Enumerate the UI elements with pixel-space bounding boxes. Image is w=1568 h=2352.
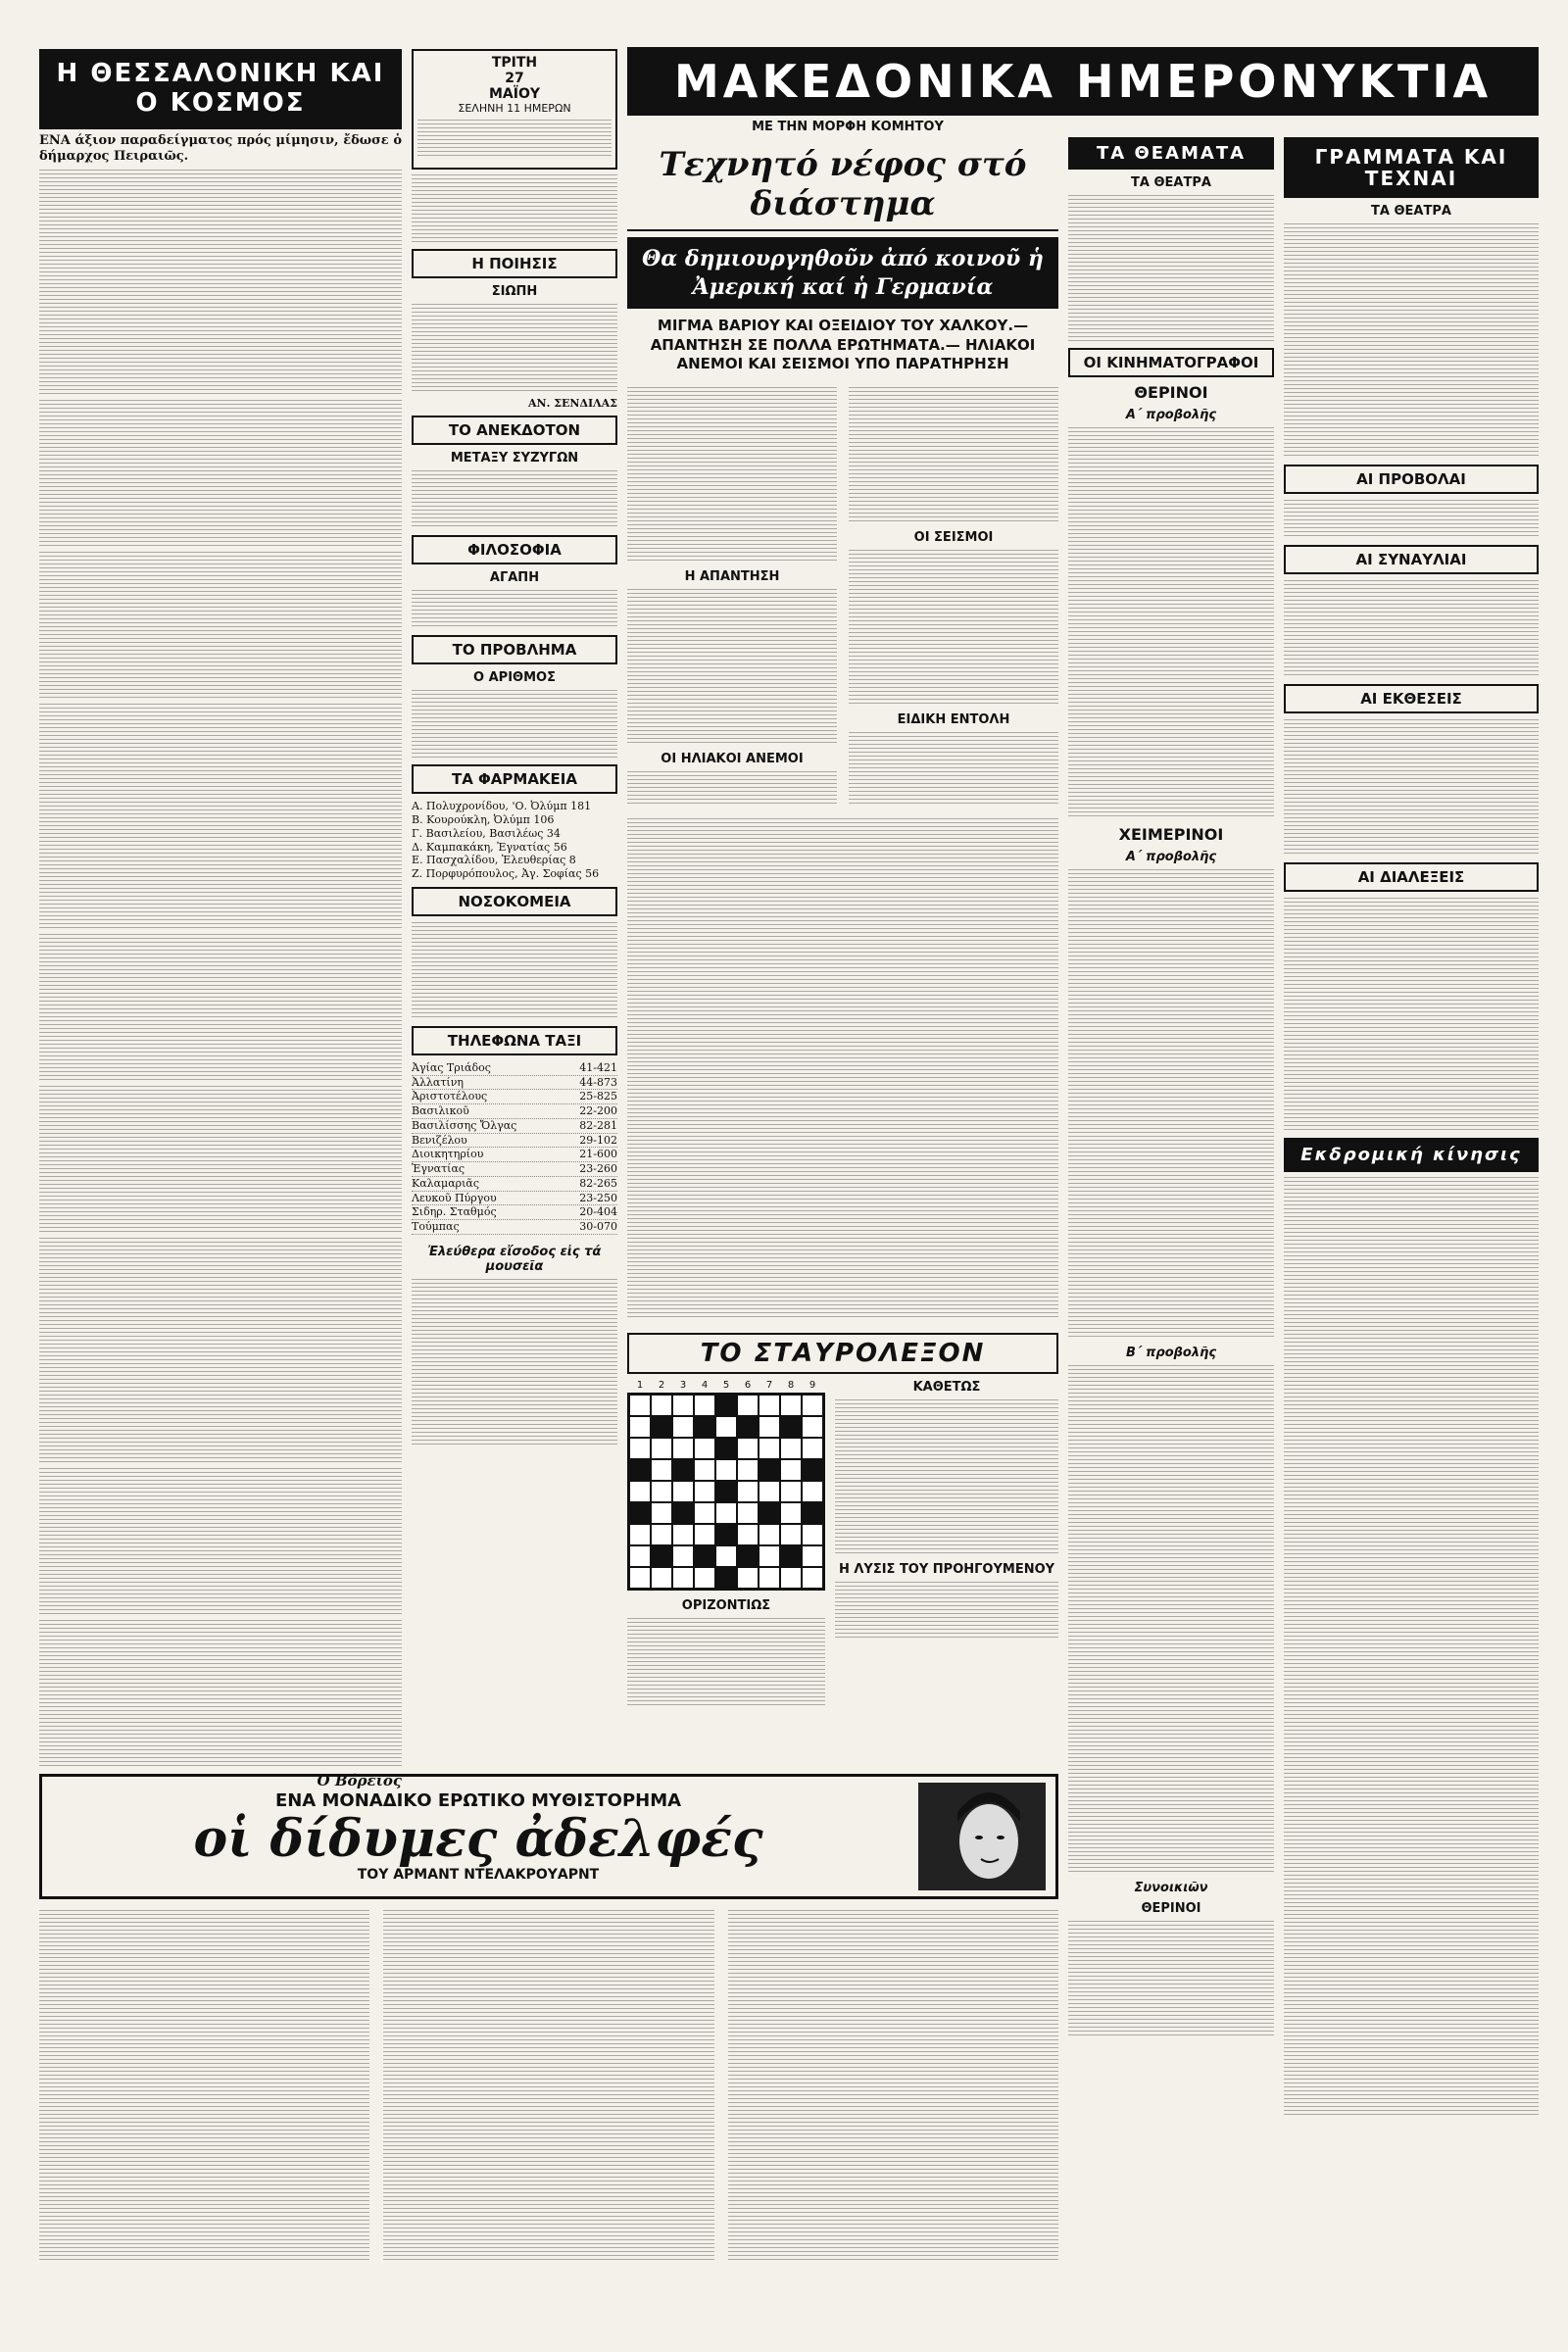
moon-phase: ΣΕΛΗΝΗ 11 ΗΜΕΡΩΝ — [458, 102, 571, 115]
crossword-cell[interactable] — [694, 1502, 715, 1524]
crossword-cell[interactable] — [780, 1459, 802, 1481]
crossword-column-number: 5 — [722, 1380, 730, 1391]
crossword-black-cell — [759, 1459, 780, 1481]
date-number: 27 — [505, 71, 524, 86]
serial-illustration — [918, 1783, 1046, 1890]
article-sub-winds: ΟΙ ΗΛΙΑΚΟΙ ΑΝΕΜΟΙ — [661, 751, 804, 766]
left-paragraph-block — [39, 1086, 402, 1233]
left-column — [39, 49, 402, 2009]
crossword-cell[interactable] — [759, 1524, 780, 1545]
article-subheadline: Θα δημιουργηθοῦν ἀπό κοινοῦ ἡ Ἀμερική καί ἡ Γερμανία — [627, 237, 1058, 309]
crossword-column-number: 8 — [787, 1380, 795, 1391]
crossword-black-cell — [780, 1545, 802, 1567]
phones-section-header: ΤΗΛΕΦΩΝΑ ΤΑΞΙ — [412, 1026, 617, 1055]
problem-section-header: ΤΟ ΠΡΟΒΛΗΜΑ — [412, 635, 617, 664]
crossword-cell[interactable] — [759, 1438, 780, 1459]
left-paragraph-block — [39, 934, 402, 1081]
taxi-phone-row — [412, 1148, 617, 1162]
cinemas-summer: ΘΕΡΙΝΟΙ — [1134, 383, 1208, 402]
crossword-cell[interactable] — [715, 1502, 737, 1524]
crossword-cell[interactable] — [737, 1438, 759, 1459]
crossword-cell[interactable] — [672, 1395, 694, 1416]
crossword-column-number: 2 — [658, 1380, 665, 1391]
taxi-stand-name: Ἀριστοτέλους — [412, 1090, 488, 1103]
taxi-phone-number: 23-250 — [579, 1191, 617, 1204]
taxi-phone-row — [412, 1119, 617, 1134]
masthead — [627, 47, 1539, 116]
crossword-cell[interactable] — [759, 1416, 780, 1438]
taxi-stand-name: Βενιζέλου — [412, 1133, 467, 1147]
article-text-b — [627, 589, 837, 746]
philosophy-section-header: ΦΙΛΟΣΟΦΙΑ — [412, 535, 617, 564]
serial-author: ΤΟΥ ΑΡΜΑΝΤ ΝΤΕΛΑΚΡΟΥΑΡΝΤ — [357, 1867, 600, 1884]
crossword-cell[interactable] — [694, 1567, 715, 1589]
crossword-cell[interactable] — [802, 1438, 823, 1459]
crossword-cell[interactable] — [802, 1481, 823, 1502]
crossword-black-cell — [780, 1416, 802, 1438]
taxi-phone-row — [412, 1205, 617, 1220]
right-column — [1284, 137, 1539, 2274]
phones-list — [412, 1061, 617, 1235]
crossword-cell[interactable] — [802, 1524, 823, 1545]
serial-banner-text — [52, 1790, 905, 1883]
crossword-cell[interactable] — [651, 1438, 672, 1459]
crossword-cell[interactable] — [737, 1395, 759, 1416]
article-text-d — [849, 387, 1058, 524]
cinemas-winter-filler — [1068, 869, 1274, 1340]
date-month: ΜΑΪΟΥ — [488, 86, 540, 102]
problem-filler — [412, 690, 617, 759]
cinemas-header: ΟΙ ΚΙΝΗΜΑΤΟΓΡΑΦΟΙ — [1068, 348, 1274, 377]
anecdote-filler — [412, 470, 617, 529]
lectures-header: ΑΙ ΔΙΑΛΕΞΕΙΣ — [1284, 862, 1539, 892]
taxi-phone-number: 29-102 — [579, 1133, 617, 1147]
crossword-column-number: 1 — [636, 1380, 644, 1391]
cinemas-premiere-b: Β΄ προβολῆς — [1125, 1346, 1217, 1360]
crossword-cell[interactable] — [759, 1395, 780, 1416]
crossword-cell[interactable] — [694, 1459, 715, 1481]
taxi-phone-row — [412, 1162, 617, 1177]
crossword-h-clues — [627, 1618, 825, 1706]
article-deck: ΜΙΓΜΑ ΒΑΡΙΟΥ ΚΑΙ ΟΞΕΙΔΙΟΥ ΤΟΥ ΧΑΛΚΟΥ.— ΑΠΑΝΤΗΣΗ ΣΕ ΠΟΛΛΑ ΕΡΩΤΗΜΑΤΑ.— ΗΛΙΑΚΟΙ ΑΝΕΜΟΙ ΚΑΙ ΣΕΙΣΜΟΙ ΥΠΟ ΠΑΡΑΤΗΡΗΣΗ — [650, 317, 1036, 373]
taxi-phone-number: 82-265 — [579, 1176, 617, 1190]
taxi-phone-number: 44-873 — [579, 1075, 617, 1089]
hospitals-filler — [412, 922, 617, 1020]
crossword-cell[interactable] — [629, 1545, 651, 1567]
philosophy-filler — [412, 590, 617, 629]
article-col-1 — [627, 382, 837, 804]
theatres-sub: ΤΑ ΘΕΑΤΡΑ — [1131, 175, 1211, 190]
theatres-column — [1068, 137, 1274, 2274]
taxi-phone-row — [412, 1192, 617, 1206]
crossword-black-cell — [737, 1545, 759, 1567]
crossword-cell[interactable] — [737, 1481, 759, 1502]
crossword-cell[interactable] — [629, 1395, 651, 1416]
crossword-cell[interactable] — [802, 1545, 823, 1567]
crossword-cell[interactable] — [672, 1481, 694, 1502]
article-text-f — [849, 732, 1058, 804]
crossword-cell[interactable] — [694, 1438, 715, 1459]
taxi-stand-name: Σιδηρ. Σταθμός — [412, 1205, 497, 1219]
meetings-header: ΑΙ ΣΥΝΑΥΛΙΑΙ — [1284, 545, 1539, 574]
crossword-cell[interactable] — [802, 1395, 823, 1416]
pharmacy-item: Α. Πολυχρονίδου, 'Ο. Ὀλύμπ 181 — [412, 800, 592, 813]
anecdote-subtitle: ΜΕΤΑΞΥ ΣΥΖΥΓΩΝ — [450, 451, 579, 466]
serial-col-2 — [383, 1910, 713, 2263]
free-museums-title: Ἐλεύθερα εἴσοδος εἰς τά μουσεῖα — [427, 1244, 602, 1274]
serial-banner: ΕΝΑ ΜΟΝΑΔΙΚΟ ΕΡΩΤΙΚΟ ΜΥΘΙΣΤΟΡΗΜΑ — [274, 1789, 682, 1811]
pharmacies-list — [412, 800, 617, 881]
crossword-cell[interactable] — [651, 1481, 672, 1502]
crossword-cell[interactable] — [780, 1481, 802, 1502]
crossword-black-cell — [694, 1416, 715, 1438]
theatres-header: ΤΑ ΘΕΑΜΑΤΑ — [1068, 137, 1274, 170]
meetings-filler — [1284, 580, 1539, 678]
masthead-subtitle: ΜΕ ΤΗΝ ΜΟΡΦΗ ΚΟΜΗΤΟΥ — [752, 120, 944, 134]
left-paragraph-block — [39, 552, 402, 699]
taxi-phone-number: 25-825 — [579, 1090, 617, 1103]
pharmacies-section-header: ΤΑ ΦΑΡΜΑΚΕΙΑ — [412, 764, 617, 794]
problem-subtitle: Ο ΑΡΙΘΜΟΣ — [473, 670, 556, 686]
crossword-cell[interactable] — [780, 1395, 802, 1416]
serial-text-columns — [39, 1905, 1058, 2268]
arts-theatres-sub: ΤΑ ΘΕΑΤΡΑ — [1371, 204, 1451, 219]
crossword-v-clues — [835, 1399, 1058, 1556]
taxi-phone-number: 21-600 — [579, 1148, 617, 1161]
crossword-cell[interactable] — [780, 1524, 802, 1545]
taxi-stand-name: Λευκοῦ Πύργου — [412, 1191, 497, 1204]
theatres-filler — [1068, 195, 1274, 342]
crossword-cell[interactable] — [651, 1459, 672, 1481]
crossword-cell[interactable] — [780, 1438, 802, 1459]
crossword-cell[interactable] — [759, 1567, 780, 1589]
taxi-stand-name: Διοικητηρίου — [412, 1148, 484, 1161]
headline-rule — [627, 229, 1058, 231]
crossword-black-cell — [694, 1545, 715, 1567]
crossword-cell[interactable] — [737, 1459, 759, 1481]
crossword-black-cell — [737, 1416, 759, 1438]
taxi-phone-number: 82-281 — [579, 1118, 617, 1132]
date-box-filler — [417, 120, 612, 159]
crossword-horizontal-label: ΟΡΙΖΟΝΤΙΩΣ — [681, 1598, 771, 1613]
crossword-section — [627, 1333, 1058, 1764]
pharmacy-item: Ζ. Πορφυρόπουλος, Ἀγ. Σοφίας 56 — [412, 867, 600, 881]
taxi-phone-number: 20-404 — [579, 1205, 617, 1219]
crossword-black-cell — [715, 1438, 737, 1459]
crossword-cell[interactable] — [780, 1567, 802, 1589]
taxi-phone-number: 22-200 — [579, 1104, 617, 1118]
left-author: Ο Βόρειος — [317, 1772, 402, 1790]
crossword-cell[interactable] — [672, 1545, 694, 1567]
crossword-cell[interactable] — [737, 1502, 759, 1524]
poem-author: ΑΝ. ΣΕΝΔΙΛΑΣ — [528, 397, 617, 411]
cinemas-suburbs-filler — [1068, 1921, 1274, 2038]
crossword-solution-label: Η ΛΥΣΙΣ ΤΟΥ ΠΡΟΗΓΟΥΜΕΝΟΥ — [838, 1562, 1055, 1577]
crossword-cell[interactable] — [694, 1395, 715, 1416]
crossword-cell[interactable] — [672, 1416, 694, 1438]
crossword-cell[interactable] — [737, 1567, 759, 1589]
left-paragraph-block — [39, 1238, 402, 1463]
date-day: ΤΡΙΤΗ — [491, 55, 538, 71]
article-sub-earthquakes: ΟΙ ΣΕΙΣΜΟΙ — [913, 529, 994, 545]
exhibitions-filler — [1284, 719, 1539, 857]
left-section-header: Η ΘΕΣΣΑΛΟΝΙΚΗ ΚΑΙ Ο ΚΟΣΜΟΣ — [39, 49, 402, 129]
taxi-stand-name: Καλαμαριᾶς — [412, 1176, 479, 1190]
screenings-header: ΑΙ ΠΡΟΒΟΛΑΙ — [1284, 465, 1539, 494]
serial-col-1 — [39, 1910, 369, 2263]
left-paragraph-block — [39, 1620, 402, 1767]
taxi-phone-row — [412, 1076, 617, 1091]
cinemas-winter: ΧΕΙΜΕΡΙΝΟΙ — [1118, 825, 1224, 844]
crossword-column-number: 7 — [765, 1380, 773, 1391]
taxi-stand-name: Βασιλίσσης Ὄλγας — [412, 1118, 517, 1132]
taxi-phone-row — [412, 1061, 617, 1076]
crossword-cell[interactable] — [629, 1524, 651, 1545]
crossword-cell[interactable] — [715, 1459, 737, 1481]
excursions-filler — [1284, 1177, 1539, 2118]
crossword-cell[interactable] — [629, 1438, 651, 1459]
center-middle-filler — [627, 818, 1058, 1318]
hospitals-section-header: ΝΟΣΟΚΟΜΕΙΑ — [412, 887, 617, 916]
crossword-cell[interactable] — [651, 1524, 672, 1545]
taxi-stand-name: Βασιλικοῦ — [412, 1104, 469, 1118]
crossword-cell[interactable] — [629, 1567, 651, 1589]
crossword-black-cell — [629, 1459, 651, 1481]
left-body-text — [39, 170, 402, 1767]
left-paragraph-block — [39, 704, 402, 929]
taxi-phone-row — [412, 1104, 617, 1119]
cinemas-b-filler — [1068, 1365, 1274, 1875]
crossword-cell[interactable] — [651, 1395, 672, 1416]
crossword-black-cell — [715, 1481, 737, 1502]
arts-header: ΓΡΑΜΜΑΤΑ ΚΑΙ ΤΕΧΝΑΙ — [1284, 137, 1539, 198]
crossword-cell[interactable] — [715, 1416, 737, 1438]
crossword-cell[interactable] — [672, 1567, 694, 1589]
crossword-black-cell — [715, 1395, 737, 1416]
crossword-cell[interactable] — [672, 1438, 694, 1459]
crossword-clues — [835, 1374, 1058, 1711]
crossword-title: ΤΟ ΣΤΑΥΡΟΛΕΞΟΝ — [627, 1333, 1058, 1374]
article-text-e — [849, 550, 1058, 707]
arts-theatres-filler — [1284, 223, 1539, 459]
exhibitions-header: ΑΙ ΕΚΘΕΣΕΙΣ — [1284, 684, 1539, 713]
anecdote-section-header: ΤΟ ΑΝΕΚΔΟΤΟΝ — [412, 416, 617, 445]
crossword-black-cell — [715, 1524, 737, 1545]
date-box — [412, 49, 617, 170]
serial-banner-box — [39, 1774, 1058, 1899]
left-lead-paragraph: ΕΝΑ άξιον παραδείγματος πρός μίμησιν, ἔδωσε ὁ δήμαρχος Πειραιῶς. — [39, 132, 402, 165]
poem-filler — [412, 304, 617, 392]
crossword-vertical-label: ΚΑΘΕΤΩΣ — [912, 1380, 981, 1395]
taxi-phone-number: 41-421 — [579, 1060, 617, 1074]
crossword-grid — [627, 1393, 825, 1591]
taxi-stand-name: Ἀγίας Τριάδος — [412, 1060, 491, 1074]
masthead-title: ΜΑΚΕΔΟΝΙΚΑ ΗΜΕΡΟΝΥΚΤΙΑ — [673, 55, 1493, 108]
crossword-cell[interactable] — [780, 1502, 802, 1524]
taxi-phone-number: 23-260 — [579, 1162, 617, 1176]
crossword-cell[interactable] — [651, 1502, 672, 1524]
taxi-phone-row — [412, 1134, 617, 1149]
taxi-stand-name: Ἐγνατίας — [412, 1162, 466, 1176]
article-columns — [627, 382, 1058, 804]
taxi-phone-row — [412, 1177, 617, 1192]
crossword-grid-wrap — [627, 1374, 825, 1711]
taxi-stand-name: Ἀλλατίνη — [412, 1075, 464, 1089]
crossword-cell[interactable] — [629, 1481, 651, 1502]
crossword-black-cell — [672, 1502, 694, 1524]
crossword-body — [627, 1374, 1058, 1711]
woman-face-illustration — [918, 1783, 1046, 1890]
cinemas-suburbs-summer: ΘΕΡΙΝΟΙ — [1141, 1901, 1201, 1916]
crossword-cell[interactable] — [651, 1567, 672, 1589]
taxi-phone-row — [412, 1090, 617, 1104]
lectures-filler — [1284, 898, 1539, 1133]
crossword-black-cell — [629, 1502, 651, 1524]
crossword-black-cell — [651, 1545, 672, 1567]
poem-section-header: Η ΠΟΙΗΣΙΣ — [412, 249, 617, 278]
article-text-a — [627, 387, 837, 564]
pharmacy-item: Δ. Καμπακάκη, Ἐγνατίας 56 — [412, 840, 567, 854]
free-museums-filler — [412, 1279, 617, 1446]
crossword-cell[interactable] — [694, 1481, 715, 1502]
mid-text-filler — [412, 174, 617, 243]
crossword-cell[interactable] — [672, 1524, 694, 1545]
crossword-column-number: 4 — [701, 1380, 709, 1391]
crossword-cell[interactable] — [802, 1567, 823, 1589]
crossword-cell[interactable] — [737, 1524, 759, 1545]
crossword-column-number: 3 — [679, 1380, 687, 1391]
crossword-black-cell — [759, 1502, 780, 1524]
crossword-cell[interactable] — [629, 1416, 651, 1438]
crossword-numbers — [629, 1380, 823, 1391]
cinemas-premiere-a: Α΄ προβολῆς — [1125, 408, 1217, 422]
cinemas-premiere-a2: Α΄ προβολῆς — [1125, 850, 1217, 864]
pharmacy-item: Γ. Βασιλείου, Βασιλέως 34 — [412, 826, 561, 840]
center-article — [627, 137, 1058, 804]
crossword-black-cell — [802, 1459, 823, 1481]
screenings-filler — [1284, 500, 1539, 539]
pharmacy-item: Ε. Πασχαλίδου, Ἐλευθερίας 8 — [412, 854, 576, 867]
cinemas-a-filler — [1068, 427, 1274, 819]
left-paragraph-block — [39, 1468, 402, 1615]
excursions-header: Εκδρομική κίνησις — [1284, 1138, 1539, 1172]
article-sub-order: ΕΙΔΙΚΗ ΕΝΤΟΛΗ — [897, 711, 1010, 727]
mid-left-column — [412, 49, 617, 2009]
crossword-black-cell — [715, 1567, 737, 1589]
article-col-2 — [849, 382, 1058, 804]
crossword-black-cell — [672, 1459, 694, 1481]
taxi-phone-row — [412, 1220, 617, 1235]
crossword-cell[interactable] — [759, 1545, 780, 1567]
serial-col-3 — [728, 1910, 1058, 2263]
crossword-cell[interactable] — [694, 1524, 715, 1545]
left-paragraph-block — [39, 170, 402, 395]
cinemas-suburbs: Συνοικιῶν — [1134, 1881, 1208, 1895]
left-paragraph-block — [39, 400, 402, 547]
crossword-column-number: 9 — [808, 1380, 816, 1391]
poem-title: ΣΙΩΠΗ — [491, 284, 538, 300]
serial-novel — [39, 1774, 1058, 2274]
philosophy-subtitle: ΑΓΑΠΗ — [489, 570, 540, 586]
crossword-black-cell — [802, 1502, 823, 1524]
taxi-phone-number: 30-070 — [579, 1220, 617, 1234]
article-sub-answer: Η ΑΠΑΝΤΗΣΗ — [684, 568, 780, 584]
crossword-cell[interactable] — [715, 1545, 737, 1567]
crossword-solution-text — [835, 1582, 1058, 1641]
article-text-c — [627, 771, 837, 804]
taxi-stand-name: Τούμπας — [412, 1220, 460, 1234]
article-headline: Τεχνητό νέφος στό διάστημα — [659, 145, 1027, 223]
center-middle-text — [627, 813, 1058, 1323]
crossword-black-cell — [651, 1416, 672, 1438]
pharmacy-item: Β. Κουρούκλη, Ὀλύμπ 106 — [412, 813, 555, 827]
crossword-cell[interactable] — [759, 1481, 780, 1502]
serial-title: οἱ δίδυμες ἀδελφές — [193, 1808, 763, 1869]
crossword-cell[interactable] — [802, 1416, 823, 1438]
crossword-column-number: 6 — [744, 1380, 752, 1391]
